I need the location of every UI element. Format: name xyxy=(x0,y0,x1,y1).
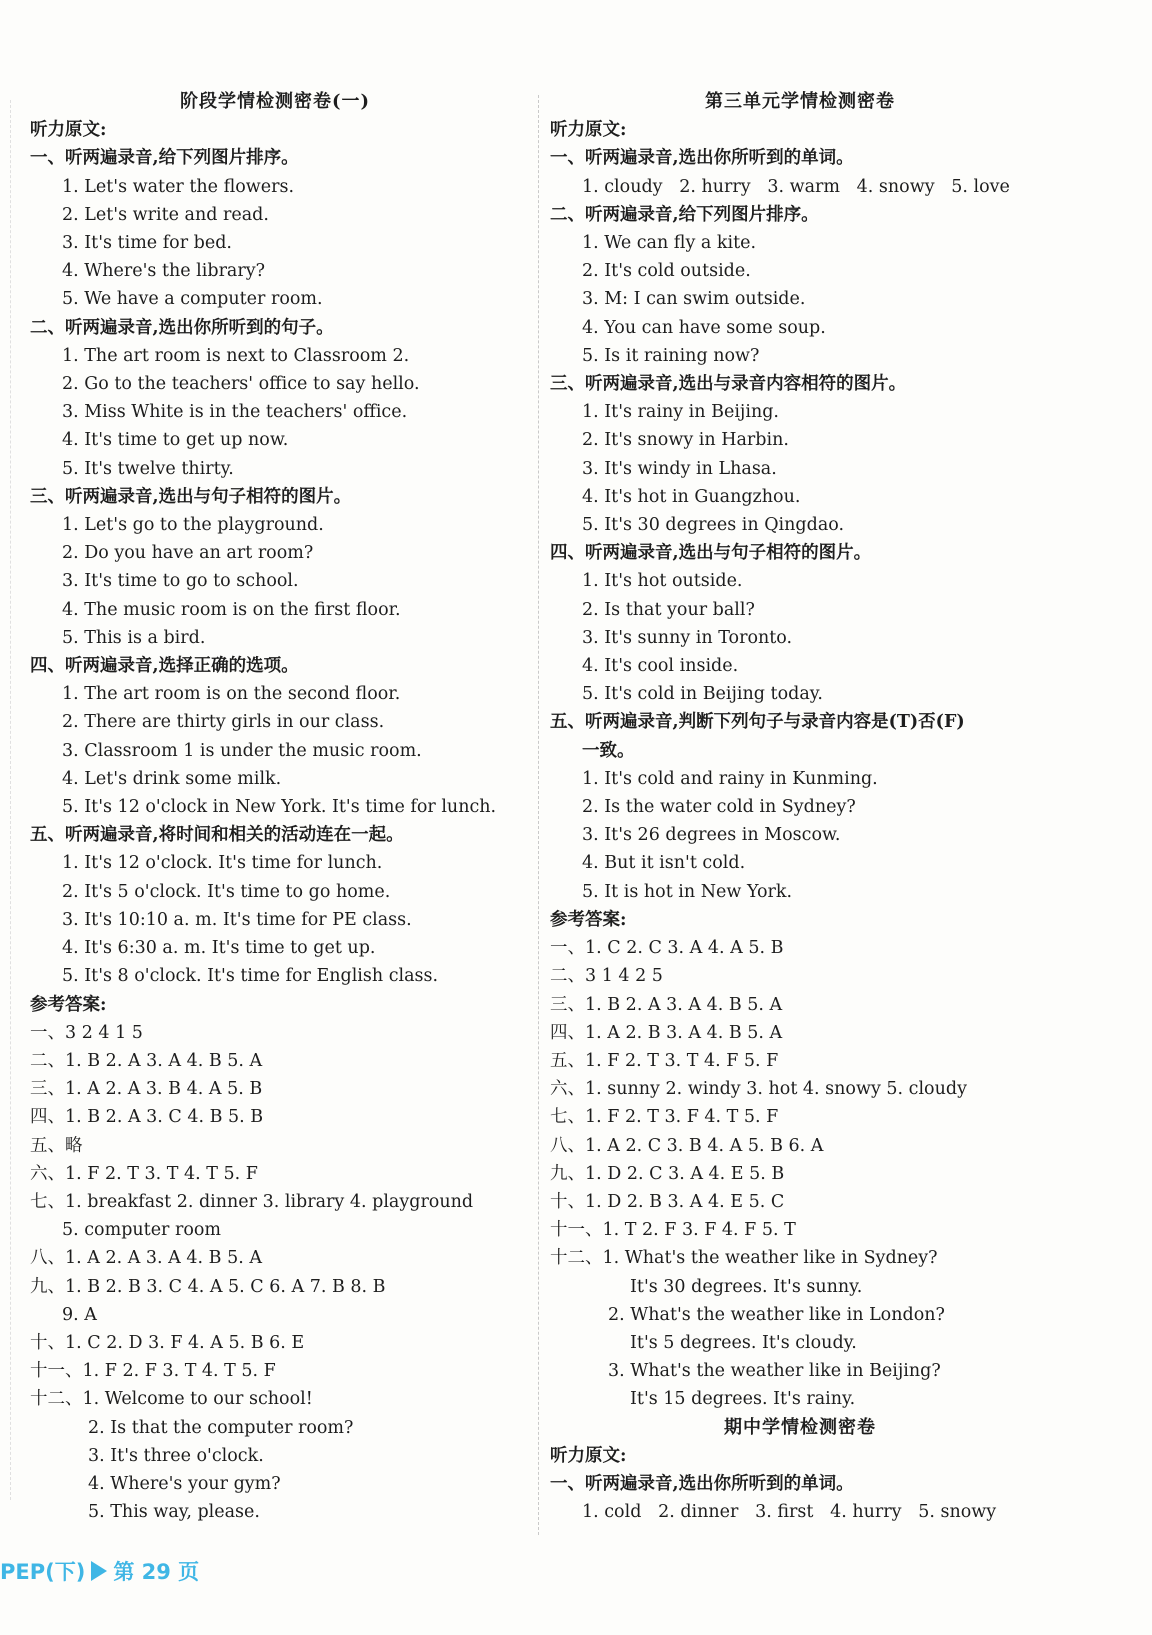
answer-line: 十二、1. Welcome to our school! xyxy=(30,1389,313,1410)
section-heading-continued: 一致。 xyxy=(582,740,635,761)
transcript-line: 1. It's 12 o'clock. It's time for lunch. xyxy=(62,853,383,874)
answer-line: 5. computer room xyxy=(62,1220,222,1241)
section-heading: 五、听两遍录音,判断下列句子与录音内容是(T)否(F) xyxy=(550,712,965,733)
answer-line: It's 5 degrees. It's cloudy. xyxy=(630,1332,857,1353)
transcript-line: 3. M: I can swim outside. xyxy=(582,289,806,310)
answer-line: 十二、1. What's the weather like in Sydney? xyxy=(550,1248,938,1269)
right-transcript-label: 听力原文: xyxy=(550,120,627,141)
transcript-line: 4. It's hot in Guangzhou. xyxy=(582,486,801,507)
transcript-line: 5. It's cold in Beijing today. xyxy=(582,684,823,705)
section-heading: 三、听两遍录音,选出与录音内容相符的图片。 xyxy=(550,374,907,395)
left-section-3 xyxy=(30,483,520,652)
answer-line: 十一、1. F 2. F 3. T 4. T 5. F xyxy=(30,1361,276,1382)
transcript-line: 1. It's rainy in Beijing. xyxy=(582,402,779,423)
answer-line: 六、1. F 2. T 3. T 4. T 5. F xyxy=(30,1163,258,1184)
answer-line: 一、3 2 4 1 5 xyxy=(30,1022,143,1043)
left-section-1 xyxy=(30,144,520,313)
transcript-line: 2. Is the water cold in Sydney? xyxy=(582,797,856,818)
transcript-line: 4. Where's the library? xyxy=(62,261,266,282)
answer-line: It's 15 degrees. It's rainy. xyxy=(630,1389,856,1410)
answer-line: 七、1. F 2. T 3. F 4. T 5. F xyxy=(550,1107,779,1128)
answer-line: 五、略 xyxy=(30,1135,83,1156)
left-answer-list xyxy=(30,1019,520,1527)
right-section-1 xyxy=(550,144,1050,200)
transcript-line: 3. Miss White is in the teachers' office. xyxy=(62,402,408,423)
transcript-line: 5. It's twelve thirty. xyxy=(62,458,234,479)
transcript-line: 5. It's 12 o'clock in New York. It's time for lunch. xyxy=(62,797,497,818)
transcript-line: 4. You can have some soup. xyxy=(582,317,826,338)
transcript-line: 2. There are thirty girls in our class. xyxy=(62,712,385,733)
transcript-line: 1. Let's go to the playground. xyxy=(62,515,324,536)
right-title: 第三单元学情检测密卷 xyxy=(705,91,895,112)
transcript-line: 3. It's sunny in Toronto. xyxy=(582,627,793,648)
section-heading: 一、听两遍录音,给下列图片排序。 xyxy=(30,148,299,169)
transcript-line: 4. Let's drink some milk. xyxy=(62,768,282,789)
section-heading: 五、听两遍录音,将时间和相关的活动连在一起。 xyxy=(30,825,404,846)
answer-line: 十、1. C 2. D 3. F 4. A 5. B 6. E xyxy=(30,1332,305,1353)
column-divider xyxy=(538,95,539,1535)
transcript-line: 2. It's cold outside. xyxy=(582,261,751,282)
answer-line: 四、1. B 2. A 3. C 4. B 5. B xyxy=(30,1107,264,1128)
left-title: 阶段学情检测密卷(一) xyxy=(179,91,371,112)
answer-line: 七、1. breakfast 2. dinner 3. library 4. playground xyxy=(30,1191,474,1212)
section-heading: 三、听两遍录音,选出与句子相符的图片。 xyxy=(30,486,352,507)
transcript-line: 3. It's windy in Lhasa. xyxy=(582,458,777,479)
answer-line: 三、1. B 2. A 3. A 4. B 5. A xyxy=(550,994,783,1015)
left-section-4 xyxy=(30,652,520,821)
transcript-line: 5. Is it raining now? xyxy=(582,345,760,366)
transcript-line: 5. It's 8 o'clock. It's time for English class. xyxy=(62,966,439,987)
right-answer-list xyxy=(550,934,1050,1413)
transcript-line: 1. Let's water the flowers. xyxy=(62,176,295,197)
transcript-line: 4. The music room is on the first floor. xyxy=(62,599,401,620)
answer-line: 3. It's three o'clock. xyxy=(88,1445,264,1466)
transcript-line: 5. It's 30 degrees in Qingdao. xyxy=(582,515,845,536)
transcript-line: 2. Do you have an art room? xyxy=(62,543,314,564)
next-transcript-label: 听力原文: xyxy=(550,1445,627,1466)
right-section-5 xyxy=(550,708,1050,905)
transcript-line: 5. We have a computer room. xyxy=(62,289,323,310)
answer-line: 3. What's the weather like in Beijing? xyxy=(608,1361,941,1382)
transcript-line: 2. It's 5 o'clock. It's time to go home. xyxy=(62,881,391,902)
left-column xyxy=(30,88,520,1526)
left-section-2 xyxy=(30,314,520,483)
page-number: 第 29 页 xyxy=(113,1560,200,1584)
answer-line: 八、1. A 2. C 3. B 4. A 5. B 6. A xyxy=(550,1135,824,1156)
transcript-line: 1. The art room is next to Classroom 2. xyxy=(62,345,410,366)
transcript-line: 1. It's cold and rainy in Kunming. xyxy=(582,768,878,789)
section-heading: 二、听两遍录音,选出你所听到的句子。 xyxy=(30,317,334,338)
answer-line: 4. Where's your gym? xyxy=(88,1473,281,1494)
right-section-4 xyxy=(550,539,1050,708)
page-footer xyxy=(0,1556,199,1586)
right-answer-label: 参考答案: xyxy=(550,909,627,930)
answer-line: 六、1. sunny 2. windy 3. hot 4. snowy 5. cloudy xyxy=(550,1079,967,1100)
transcript-line: 2. Go to the teachers' office to say hello. xyxy=(62,374,420,395)
transcript-line: 1. The art room is on the second floor. xyxy=(62,684,401,705)
left-section-5 xyxy=(30,821,520,990)
transcript-line: 5. It is hot in New York. xyxy=(582,881,793,902)
answer-line: 九、1. B 2. B 3. C 4. A 5. C 6. A 7. B 8. B xyxy=(30,1276,386,1297)
right-column xyxy=(550,88,1050,1526)
transcript-line: 1. cloudy 2. hurry 3. warm 4. snowy 5. love xyxy=(582,176,1010,197)
transcript-line: 3. It's 10:10 a. m. It's time for PE class. xyxy=(62,909,412,930)
transcript-line: 3. Classroom 1 is under the music room. xyxy=(62,740,422,761)
section-heading: 四、听两遍录音,选择正确的选项。 xyxy=(30,656,299,677)
left-margin-rule xyxy=(10,100,11,1500)
transcript-line: 3. It's time to go to school. xyxy=(62,571,299,592)
play-arrow-icon xyxy=(91,1561,107,1581)
next-transcript-line: 1. cold 2. dinner 3. first 4. hurry 5. snowy xyxy=(582,1502,997,1523)
answer-line: 5. This way, please. xyxy=(88,1502,260,1523)
section-heading: 四、听两遍录音,选出与句子相符的图片。 xyxy=(550,543,872,564)
answer-line: 2. Is that the computer room? xyxy=(88,1417,354,1438)
transcript-line: 3. It's time for bed. xyxy=(62,233,232,254)
answer-line: 五、1. F 2. T 3. T 4. F 5. F xyxy=(550,1050,779,1071)
answer-line: 二、3 1 4 2 5 xyxy=(550,966,663,987)
transcript-line: 4. It's time to get up now. xyxy=(62,430,289,451)
right-section-3 xyxy=(550,370,1050,539)
transcript-line: 3. It's 26 degrees in Moscow. xyxy=(582,825,841,846)
transcript-line: 4. But it isn't cold. xyxy=(582,853,746,874)
transcript-line: 1. It's hot outside. xyxy=(582,571,743,592)
right-section-2 xyxy=(550,201,1050,370)
transcript-line: 4. It's cool inside. xyxy=(582,656,739,677)
answer-line: 9. A xyxy=(62,1304,97,1325)
answer-line: 四、1. A 2. B 3. A 4. B 5. A xyxy=(550,1022,783,1043)
next-section-heading: 一、听两遍录音,选出你所听到的单词。 xyxy=(550,1473,854,1494)
answer-line: It's 30 degrees. It's sunny. xyxy=(630,1276,863,1297)
left-transcript-label: 听力原文: xyxy=(30,120,107,141)
answer-line: 九、1. D 2. C 3. A 4. E 5. B xyxy=(550,1163,785,1184)
left-answer-label: 参考答案: xyxy=(30,994,107,1015)
answer-line: 2. What's the weather like in London? xyxy=(608,1304,945,1325)
section-heading: 一、听两遍录音,选出你所听到的单词。 xyxy=(550,148,854,169)
transcript-line: 1. We can fly a kite. xyxy=(582,233,757,254)
answer-line: 十、1. D 2. B 3. A 4. E 5. C xyxy=(550,1191,785,1212)
footer-label: PEP(下) xyxy=(0,1560,86,1584)
answer-line: 一、1. C 2. C 3. A 4. A 5. B xyxy=(550,938,784,959)
transcript-line: 2. It's snowy in Harbin. xyxy=(582,430,789,451)
answer-line: 八、1. A 2. A 3. A 4. B 5. A xyxy=(30,1248,262,1269)
answer-line: 十一、1. T 2. F 3. F 4. F 5. T xyxy=(550,1220,796,1241)
transcript-line: 2. Let's write and read. xyxy=(62,204,269,225)
transcript-line: 5. This is a bird. xyxy=(62,627,206,648)
answer-line: 二、1. B 2. A 3. A 4. B 5. A xyxy=(30,1050,263,1071)
section-heading: 二、听两遍录音,给下列图片排序。 xyxy=(550,204,819,225)
transcript-line: 2. Is that your ball? xyxy=(582,599,755,620)
next-exam-title: 期中学情检测密卷 xyxy=(724,1416,876,1438)
answer-line: 三、1. A 2. A 3. B 4. A 5. B xyxy=(30,1079,263,1100)
transcript-line: 4. It's 6:30 a. m. It's time to get up. xyxy=(62,938,376,959)
